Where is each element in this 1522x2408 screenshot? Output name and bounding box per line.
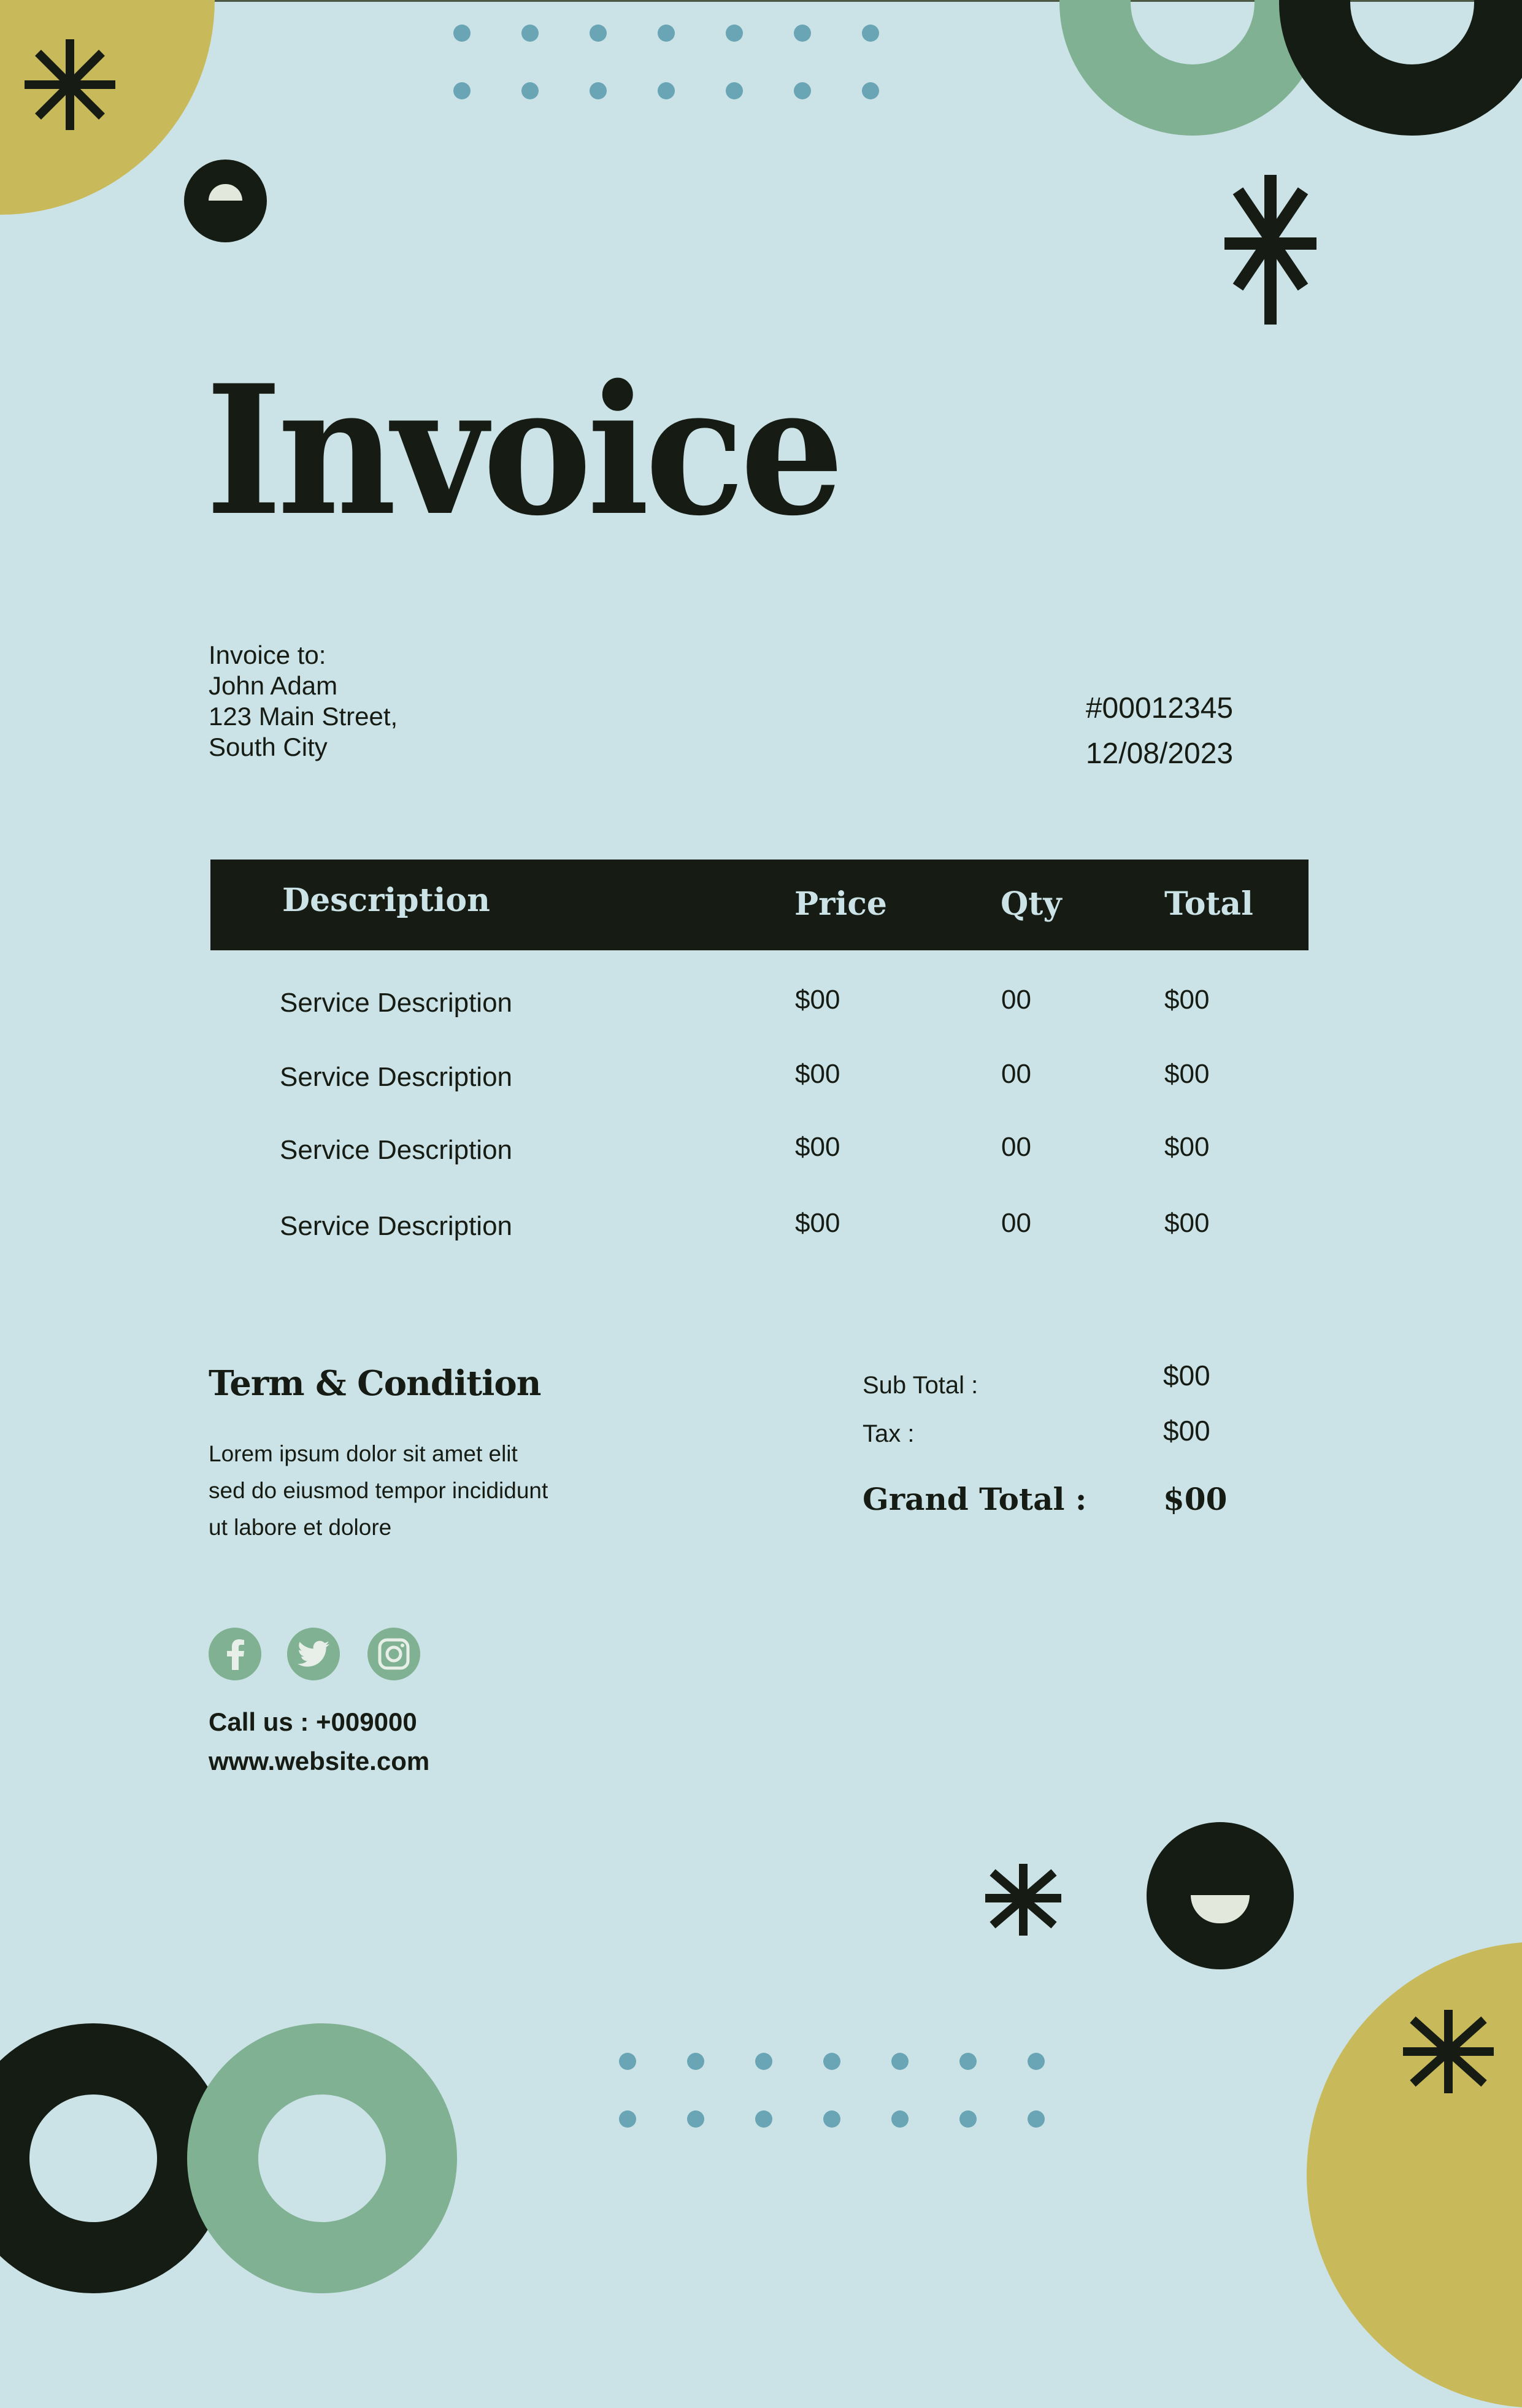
twitter-button[interactable]: [287, 1628, 340, 1680]
row-total: $00: [1164, 985, 1210, 1015]
grand-total-label: Grand Total :: [863, 1481, 1087, 1517]
website-link[interactable]: www.website.com: [209, 1747, 430, 1775]
decorative-dot: [755, 2053, 772, 2070]
row-price: $00: [795, 1132, 840, 1162]
decorative-dot: [658, 25, 675, 42]
asterisk-icon: [1224, 175, 1316, 325]
asterisk-icon: [1403, 2010, 1494, 2093]
phone-contact: Call us : +009000: [209, 1707, 417, 1736]
column-header-qty: Qty: [1001, 885, 1062, 923]
terms-line: Lorem ipsum dolor sit amet elit: [209, 1441, 518, 1466]
black-ring-top-right: [1279, 0, 1522, 136]
table-row: [0, 1132, 1522, 1172]
terms-heading: Term & Condition: [209, 1363, 541, 1404]
decorative-dot: [726, 25, 743, 42]
asterisk-icon: [25, 39, 115, 130]
table-row: [0, 1208, 1522, 1248]
table-header: [210, 860, 1309, 950]
decorative-dot: [619, 2110, 636, 2128]
decorative-dot: [453, 25, 471, 42]
decorative-dot: [823, 2110, 840, 2128]
bill-to-label: Invoice to:: [209, 640, 326, 669]
row-price: $00: [795, 1059, 840, 1089]
terms-body: [209, 1436, 638, 1546]
invoice-number: #00012345: [1085, 692, 1234, 725]
row-description: Service Description: [280, 1135, 513, 1165]
invoice-date: 12/08/2023: [1085, 737, 1234, 770]
twitter-icon: [298, 1640, 329, 1668]
invoice-meta: [1067, 686, 1251, 777]
row-description: Service Description: [280, 988, 513, 1018]
row-qty: 00: [1001, 1208, 1031, 1238]
decorative-dot: [590, 82, 607, 99]
decorative-dot: [823, 2053, 840, 2070]
row-total: $00: [1164, 1132, 1210, 1162]
decorative-dot: [891, 2110, 909, 2128]
column-header-description: Description: [282, 882, 490, 919]
row-qty: 00: [1001, 1132, 1031, 1162]
row-total: $00: [1164, 1208, 1210, 1238]
table-row: [0, 1059, 1522, 1099]
decorative-dot: [1028, 2053, 1045, 2070]
row-description: Service Description: [280, 1211, 513, 1241]
asterisk-icon: [985, 1864, 1061, 1936]
decorative-dot: [687, 2053, 704, 2070]
customer-city: South City: [209, 733, 328, 761]
tax-value: $00: [1163, 1415, 1210, 1447]
decorative-dot: [521, 25, 539, 42]
sage-ring-bottom-left: [187, 2023, 457, 2293]
decorative-dot: [755, 2110, 772, 2128]
grand-total-value: $00: [1163, 1481, 1228, 1517]
customer-street: 123 Main Street,: [209, 702, 398, 731]
decorative-dot: [521, 82, 539, 99]
decorative-dot: [959, 2053, 977, 2070]
instagram-icon: [378, 1638, 410, 1670]
terms-line: sed do eiusmod tempor incididunt: [209, 1478, 548, 1503]
facebook-icon: [223, 1638, 247, 1670]
row-price: $00: [795, 1208, 840, 1238]
decorative-dot: [453, 82, 471, 99]
decorative-dot: [687, 2110, 704, 2128]
decorative-dot: [1028, 2110, 1045, 2128]
facebook-button[interactable]: [209, 1628, 261, 1680]
row-price: $00: [795, 985, 840, 1015]
decorative-dot: [862, 82, 879, 99]
subtotal-label: Sub Total :: [863, 1372, 978, 1399]
decorative-dot: [590, 25, 607, 42]
terms-line: ut labore et dolore: [209, 1515, 392, 1540]
table-row: [0, 985, 1522, 1025]
decorative-dot: [959, 2110, 977, 2128]
row-description: Service Description: [280, 1062, 513, 1092]
page-title: Invoice: [206, 347, 840, 555]
decorative-dot: [891, 2053, 909, 2070]
column-header-total: Total: [1164, 885, 1253, 923]
decorative-dot: [862, 25, 879, 42]
customer-name: John Adam: [209, 671, 338, 700]
decorative-dot: [726, 82, 743, 99]
row-qty: 00: [1001, 985, 1031, 1015]
tax-label: Tax :: [863, 1420, 915, 1447]
row-qty: 00: [1001, 1059, 1031, 1089]
decorative-dot: [794, 25, 811, 42]
row-total: $00: [1164, 1059, 1210, 1089]
instagram-button[interactable]: [367, 1628, 420, 1680]
decorative-dot: [794, 82, 811, 99]
decorative-dot: [619, 2053, 636, 2070]
half-circle-eye-icon: [1147, 1822, 1294, 1969]
column-header-price: Price: [794, 885, 887, 923]
subtotal-value: $00: [1163, 1360, 1210, 1391]
half-circle-eye-icon: [184, 160, 267, 242]
decorative-dot: [658, 82, 675, 99]
bill-to-block: [209, 640, 398, 763]
